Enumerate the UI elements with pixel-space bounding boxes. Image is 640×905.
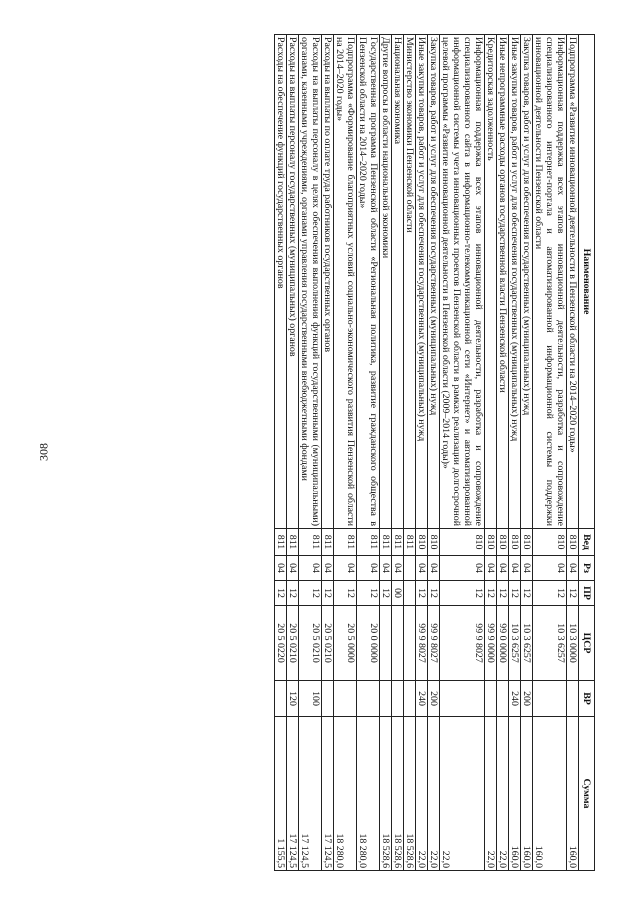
cell-pr: 00 xyxy=(392,581,404,606)
table-row xyxy=(567,35,579,871)
cell-vr xyxy=(567,681,579,717)
cell-rz: 04 xyxy=(497,556,509,581)
cell-sum: 17 124,5 xyxy=(287,717,299,871)
cell-rz: 04 xyxy=(392,556,404,581)
table-row xyxy=(404,35,416,871)
cell-pr: 12 xyxy=(509,581,521,606)
cell-sum: 17 124,5 xyxy=(299,717,322,871)
table-row xyxy=(416,35,428,871)
cell-vr: 200 xyxy=(428,681,440,717)
cell-csr: 99 9 8027 xyxy=(428,606,440,681)
cell-rz: 04 xyxy=(275,556,287,581)
table-row xyxy=(497,35,509,871)
table-header-row xyxy=(579,35,595,871)
cell-pr: 12 xyxy=(299,581,322,606)
cell-ved: 810 xyxy=(509,529,521,556)
cell-vr xyxy=(440,681,485,717)
cell-name: Расходы на выплаты персоналу в целях обеспечения выполнения функций государственными (муниципальными) органами, казенными учреждениями, органами управления государственными внебюджетными фондами xyxy=(299,35,322,529)
cell-rz: 04 xyxy=(567,556,579,581)
cell-rz: 04 xyxy=(287,556,299,581)
cell-name: Расходы на обеспечение функций государственных органов xyxy=(275,35,287,529)
cell-rz: 04 xyxy=(521,556,533,581)
cell-ved: 811 xyxy=(392,529,404,556)
table-row xyxy=(299,35,322,871)
table-row xyxy=(287,35,299,871)
cell-rz xyxy=(404,556,416,581)
cell-sum: 18 280,0 xyxy=(334,717,357,871)
cell-pr: 12 xyxy=(416,581,428,606)
cell-pr: 12 xyxy=(380,581,392,606)
cell-vr xyxy=(497,681,509,717)
table-row xyxy=(392,35,404,871)
cell-csr xyxy=(404,606,416,681)
table-row xyxy=(428,35,440,871)
cell-pr xyxy=(404,581,416,606)
cell-vr xyxy=(380,681,392,717)
cell-pr: 12 xyxy=(334,581,357,606)
cell-csr: 10 3 6257 xyxy=(509,606,521,681)
header-sum: Сумма xyxy=(579,717,595,871)
cell-name: Другие вопросы в области национальной экономики xyxy=(380,35,392,529)
cell-ved: 811 xyxy=(357,529,380,556)
table-row xyxy=(322,35,334,871)
cell-sum: 18 280,0 xyxy=(357,717,380,871)
cell-sum: 160,0 xyxy=(509,717,521,871)
cell-vr xyxy=(322,681,334,717)
cell-rz: 04 xyxy=(334,556,357,581)
cell-name: Информационная поддержка всех этапов инновационной деятельности, разработка и сопровождение специализированного интернет-портала и автоматизированной информационной системы поддержки инновационной деятельности Пензенской области xyxy=(533,35,567,529)
cell-vr: 200 xyxy=(521,681,533,717)
cell-csr: 10 3 6257 xyxy=(533,606,567,681)
cell-vr: 100 xyxy=(299,681,322,717)
cell-pr: 12 xyxy=(287,581,299,606)
cell-sum: 160,0 xyxy=(521,717,533,871)
cell-ved: 810 xyxy=(428,529,440,556)
table-row xyxy=(380,35,392,871)
cell-pr: 12 xyxy=(485,581,497,606)
cell-sum: 1 155,5 xyxy=(275,717,287,871)
cell-vr xyxy=(392,681,404,717)
cell-csr: 99 9 0000 xyxy=(485,606,497,681)
cell-vr xyxy=(533,681,567,717)
header-rz: Рз xyxy=(579,556,595,581)
cell-name: Иные закупки товаров, работ и услуг для обеспечения государственных (муниципальных) нужд xyxy=(509,35,521,529)
cell-sum: 160,0 xyxy=(533,717,567,871)
cell-rz: 04 xyxy=(509,556,521,581)
cell-name: Иные непрограммные расходы органов государственной власти Пензенской области xyxy=(497,35,509,529)
cell-ved: 810 xyxy=(567,529,579,556)
table-row xyxy=(509,35,521,871)
cell-csr: 20 0 0000 xyxy=(357,606,380,681)
cell-csr: 20 5 0210 xyxy=(322,606,334,681)
header-csr: ЦСР xyxy=(579,606,595,681)
cell-ved: 811 xyxy=(404,529,416,556)
cell-vr xyxy=(334,681,357,717)
cell-csr: 10 3 0000 xyxy=(567,606,579,681)
cell-name: Государственная программа Пензенской области «Региональная политика, развитие гражданского общества в Пензенской области на 2014–2020 годы» xyxy=(357,35,380,529)
cell-csr xyxy=(392,606,404,681)
cell-sum: 22,0 xyxy=(416,717,428,871)
cell-ved: 811 xyxy=(275,529,287,556)
table-row xyxy=(521,35,533,871)
cell-ved: 811 xyxy=(299,529,322,556)
table-row xyxy=(440,35,485,871)
cell-name: Национальная экономика xyxy=(392,35,404,529)
cell-sum: 18 528,6 xyxy=(380,717,392,871)
page-number: 308 xyxy=(36,443,51,461)
header-pr: ПР xyxy=(579,581,595,606)
cell-sum: 22,0 xyxy=(428,717,440,871)
table-row xyxy=(275,35,287,871)
cell-sum: 22,0 xyxy=(440,717,485,871)
cell-name: Иные закупки товаров, работ и услуг для обеспечения государственных (муниципальных) нужд xyxy=(416,35,428,529)
header-name: Наименование xyxy=(579,35,595,529)
table-row xyxy=(485,35,497,871)
cell-ved: 811 xyxy=(334,529,357,556)
cell-name: Подпрограмма «Формирование благоприятных условий социально-экономического развития Пензенской области на 2014–2020 годы» xyxy=(334,35,357,529)
cell-vr xyxy=(485,681,497,717)
table-row xyxy=(357,35,380,871)
cell-rz: 04 xyxy=(533,556,567,581)
cell-name: Закупка товаров, работ и услуг для обеспечения государственных (муниципальных) нужд xyxy=(428,35,440,529)
cell-csr: 99 9 8027 xyxy=(440,606,485,681)
cell-ved: 810 xyxy=(533,529,567,556)
cell-name: Министерство экономики Пензенской области xyxy=(404,35,416,529)
table-body xyxy=(275,35,579,871)
cell-vr: 240 xyxy=(509,681,521,717)
cell-ved: 810 xyxy=(497,529,509,556)
cell-csr: 20 5 0000 xyxy=(334,606,357,681)
cell-csr: 10 3 6257 xyxy=(521,606,533,681)
cell-pr: 12 xyxy=(275,581,287,606)
cell-name: Кредиторская задолженность xyxy=(485,35,497,529)
cell-csr: 20 5 0220 xyxy=(275,606,287,681)
cell-rz: 04 xyxy=(357,556,380,581)
header-ved: Вед xyxy=(579,529,595,556)
cell-sum: 22,0 xyxy=(485,717,497,871)
cell-rz: 04 xyxy=(322,556,334,581)
table-row xyxy=(334,35,357,871)
cell-csr: 20 5 0210 xyxy=(287,606,299,681)
budget-table xyxy=(274,34,595,871)
cell-rz: 04 xyxy=(485,556,497,581)
cell-sum: 18 528,6 xyxy=(404,717,416,871)
cell-pr: 12 xyxy=(428,581,440,606)
cell-name: Информационная поддержка всех этапов инновационной деятельности, разработка и сопровождение специализированного сайта в информационно-телекоммуникационной сети «Интернет» и автоматизированной информационной системы учета инновационных проектов Пензенской области в рамках реализации долгосрочной целевой программы «Развитие инновационной деятельности в Пензенской области (2009–2014 годы)» xyxy=(440,35,485,529)
cell-pr: 12 xyxy=(357,581,380,606)
cell-pr: 12 xyxy=(533,581,567,606)
cell-csr xyxy=(380,606,392,681)
cell-ved: 810 xyxy=(440,529,485,556)
cell-pr: 12 xyxy=(567,581,579,606)
cell-rz: 04 xyxy=(416,556,428,581)
rotated-page-content xyxy=(274,34,595,870)
cell-csr: 99 9 8027 xyxy=(416,606,428,681)
cell-sum: 160,0 xyxy=(567,717,579,871)
cell-rz: 04 xyxy=(440,556,485,581)
cell-pr: 12 xyxy=(322,581,334,606)
cell-vr xyxy=(404,681,416,717)
cell-name: Расходы на выплаты по оплате труда работников государственных органов xyxy=(322,35,334,529)
cell-vr: 120 xyxy=(287,681,299,717)
cell-name: Закупка товаров, работ и услуг для обеспечения государственных (муниципальных) нужд xyxy=(521,35,533,529)
cell-rz: 04 xyxy=(428,556,440,581)
cell-ved: 811 xyxy=(380,529,392,556)
cell-name: Расходы на выплаты персоналу государственных (муниципальных) органов xyxy=(287,35,299,529)
table-row xyxy=(533,35,567,871)
cell-csr: 99 0 0000 xyxy=(497,606,509,681)
cell-sum: 22,0 xyxy=(497,717,509,871)
cell-csr: 20 5 0210 xyxy=(299,606,322,681)
cell-vr xyxy=(357,681,380,717)
cell-name: Подпрограмма «Развитие инновационной деятельности в Пензенской области на 2014–2020 годы» xyxy=(567,35,579,529)
cell-ved: 810 xyxy=(521,529,533,556)
cell-ved: 810 xyxy=(485,529,497,556)
cell-ved: 810 xyxy=(416,529,428,556)
cell-pr: 12 xyxy=(521,581,533,606)
cell-sum: 18 528,6 xyxy=(392,717,404,871)
cell-ved: 811 xyxy=(287,529,299,556)
header-vr: ВР xyxy=(579,681,595,717)
cell-rz: 04 xyxy=(380,556,392,581)
cell-vr xyxy=(275,681,287,717)
cell-rz: 04 xyxy=(299,556,322,581)
cell-vr: 240 xyxy=(416,681,428,717)
cell-pr: 12 xyxy=(497,581,509,606)
cell-ved: 811 xyxy=(322,529,334,556)
cell-sum: 17 124,5 xyxy=(322,717,334,871)
cell-pr: 12 xyxy=(440,581,485,606)
